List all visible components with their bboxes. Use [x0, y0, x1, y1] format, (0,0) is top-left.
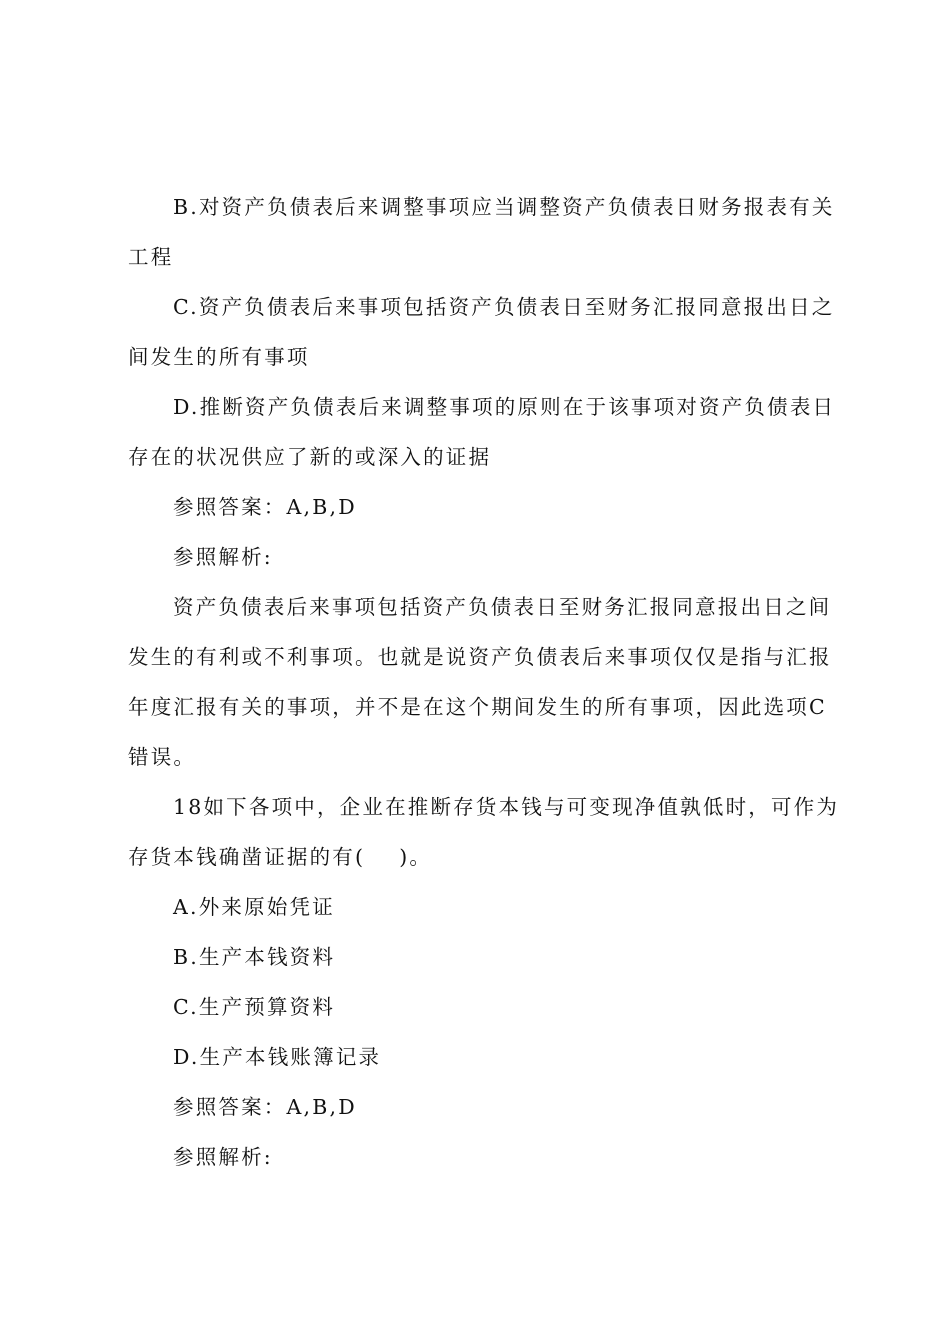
- text-line: 发生的有利或不利事项。也就是说资产负债表后来事项仅仅是指与汇报: [128, 645, 832, 669]
- option-c-paragraph-2: [128, 982, 832, 1032]
- option-b-paragraph-2: [128, 932, 832, 982]
- analysis-paragraph: [128, 582, 832, 782]
- question-18-paragraph: [128, 782, 840, 882]
- analysis-heading: [128, 532, 832, 582]
- text-line: B.对资产负债表后来调整事项应当调整资产负债表日财务报表有关: [173, 195, 835, 219]
- option-c-paragraph: [128, 282, 835, 382]
- text-line: 参照答案：A,B,D: [173, 1095, 357, 1119]
- text-line: 参照解析:: [173, 545, 273, 569]
- text-line: C.资产负债表后来事项包括资产负债表日至财务汇报同意报出日之: [173, 295, 835, 319]
- text-line: D.生产本钱账簿记录: [173, 1045, 382, 1069]
- text-line: 存在的状况供应了新的或深入的证据: [128, 445, 492, 469]
- text-segment: )。: [399, 845, 433, 869]
- text-line: 间发生的所有事项: [128, 345, 310, 369]
- text-segment: 存货本钱确凿证据的有(: [128, 845, 366, 869]
- text-line: D.推断资产负债表后来调整事项的原则在于该事项对资产负债表日: [173, 395, 836, 419]
- text-line: 参照解析:: [173, 1145, 273, 1169]
- answer-paragraph-2: [128, 1082, 832, 1132]
- text-line: B.生产本钱资料: [173, 945, 336, 969]
- text-line: 参照答案：A,B,D: [173, 495, 357, 519]
- document-body: [128, 182, 840, 1182]
- text-line: 工程: [128, 245, 174, 269]
- text-line: 资产负债表后来事项包括资产负债表日至财务汇报同意报出日之间: [173, 595, 832, 619]
- option-b-paragraph: [128, 182, 835, 282]
- option-d-paragraph: [128, 382, 836, 482]
- text-line: C.生产预算资料: [173, 995, 336, 1019]
- option-d-paragraph-2: [128, 1032, 832, 1082]
- text-line: 错误。: [128, 745, 197, 769]
- text-line: A.外来原始凭证: [173, 895, 335, 919]
- option-a-paragraph: [128, 882, 832, 932]
- text-line: 18如下各项中，企业在推断存货本钱与可变现净值孰低时，可作为: [173, 795, 840, 819]
- text-line: [128, 832, 832, 882]
- text-line: 年度汇报有关的事项，并不是在这个期间发生的所有事项，因此选项C: [128, 695, 827, 719]
- analysis-heading-2: [128, 1132, 832, 1182]
- answer-paragraph: [128, 482, 832, 532]
